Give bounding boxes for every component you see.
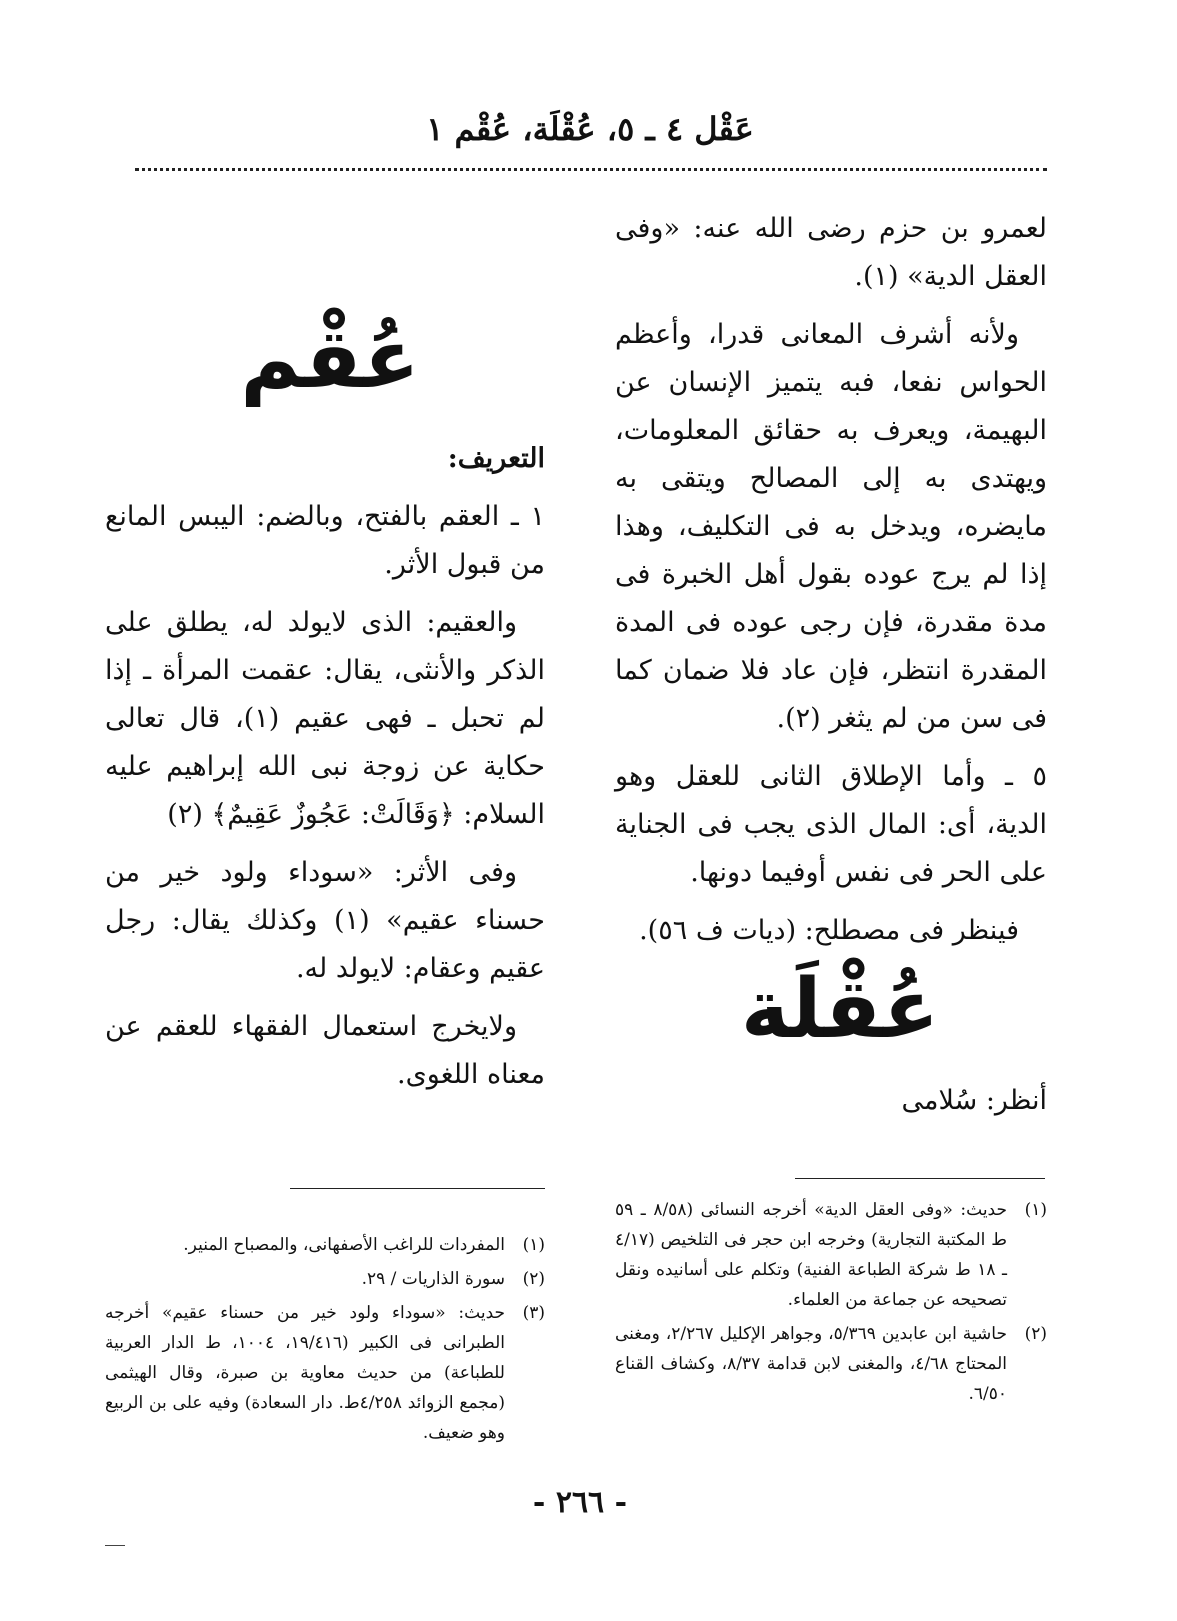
footnote: [615, 1319, 1047, 1409]
footnote: [615, 1195, 1047, 1315]
paragraph: فينظر فى مصطلح: (ديات ف ٥٦).: [639, 915, 1019, 946]
running-head: عَقْل ٤ ـ ٥، عُقْلَة، عُقْم ١: [426, 110, 754, 148]
footnote-number: (٣): [522, 1303, 545, 1323]
footnote-number: (٢): [1024, 1324, 1047, 1344]
footnote-text: سورة الذاريات / ٢٩.: [361, 1269, 505, 1289]
footnotes-right: [615, 1195, 1047, 1413]
footnote-number: (١): [1024, 1200, 1047, 1220]
footnotes-left: [105, 1230, 545, 1452]
paragraph: لعمرو بن حزم رضى الله عنه: «وفى العقل الدية» (١).: [615, 213, 1047, 292]
margin-mark: [105, 1545, 125, 1546]
header-divider: [135, 168, 1047, 171]
see-also-reference: أنظر: سُلامى: [901, 1085, 1047, 1116]
paragraph: ١ ـ العقم بالفتح، وبالضم: اليبس المانع من قبول الأثر.: [105, 501, 545, 580]
paragraph: والعقيم: الذى لايولد له، يطلق على الذكر والأنثى، يقال: عقمت المرأة ـ إذا لم تحبل ـ فهى عقيم (١)، قال تعالى حكاية عن زوجة نبى الله إبراهيم عليه السلام: ﴿وَقَالَتْ: عَجُوزٌ عَقِيمٌ﴾ (٢): [105, 607, 545, 830]
footnote: [105, 1264, 545, 1294]
footnote-number: (٢): [522, 1269, 545, 1289]
paragraph: ٥ ـ وأما الإطلاق الثانى للعقل وهو الدية، أى: المال الذى يجب فى الجناية على الحر فى نفس أوفيما دونها.: [615, 761, 1047, 888]
right-column: [615, 205, 1047, 965]
footnote-text: حديث: «سوداء ولود خير من حسناء عقيم» أخرجه الطبرانى فى الكبير (١٩/٤١٦، ١٠٠٤، ط الدار العربية للطباعة) من حديث معاوية بن صبرة، وقال الهيثمى (مجمع الزوائد ٤/٢٥٨ط. دار السعادة) وفيه على بن الربيع وهو ضعيف.: [105, 1303, 506, 1443]
footnote-text: حاشية ابن عابدين ٥/٣٦٩، وجواهر الإكليل ٢/٢٦٧، ومغنى المحتاج ٤/٦٨، والمغنى لابن قدامة ٨/٣٧، وكشاف القناع ٦/٥٠.: [615, 1324, 1007, 1404]
footnote-text: حديث: «وفى العقل الدية» أخرجه النسائى (٨/٥٨ ـ ٥٩ ط المكتبة التجارية) وخرجه ابن حجر فى التلخيص (٤/١٧ ـ ١٨ ط شركة الطباعة الفنية) وتكلم على أسانيده ونقل تصحيحه عن جماعة من العلماء.: [615, 1200, 1007, 1310]
footnote-divider: [795, 1178, 1045, 1179]
footnote: [105, 1298, 545, 1448]
paragraph: وفى الأثر: «سوداء ولود خير من حسناء عقيم» (١) وكذلك يقال: رجل عقيم وعقام: لايولد له.: [105, 857, 545, 984]
entry-title-uqla: عُقْلَة: [740, 962, 940, 1057]
paragraph: ولأنه أشرف المعانى قدرا، وأعظم الحواس نفعا، فبه يتميز الإنسان عن البهيمة، ويعرف به حقائق المعلومات، ويهتدى به إلى المصالح ويتقى به مايضره، ويدخل به فى التكليف، وهذا إذا لم يرج عوده بقول أهل الخبرة فى مدة مقدرة، فإن رجى عوده فى المدة المقدرة انتظر، فإن عاد فلا ضمان كما فى سن من لم يثغر (٢).: [615, 319, 1047, 734]
footnote-number: (١): [522, 1235, 545, 1255]
paragraph: ولايخرج استعمال الفقهاء للعقم عن معناه اللغوى.: [105, 1011, 545, 1090]
left-column: [105, 435, 545, 1109]
entry-title-aqm: عُقْم: [240, 312, 420, 407]
footnote-text: المفردات للراغب الأصفهانى، والمصباح المنير.: [183, 1235, 505, 1255]
page-number: - ٢٦٦ -: [532, 1485, 628, 1520]
footnote-divider: [290, 1188, 545, 1189]
section-heading: التعريف:: [447, 443, 545, 474]
footnote: [105, 1230, 545, 1260]
